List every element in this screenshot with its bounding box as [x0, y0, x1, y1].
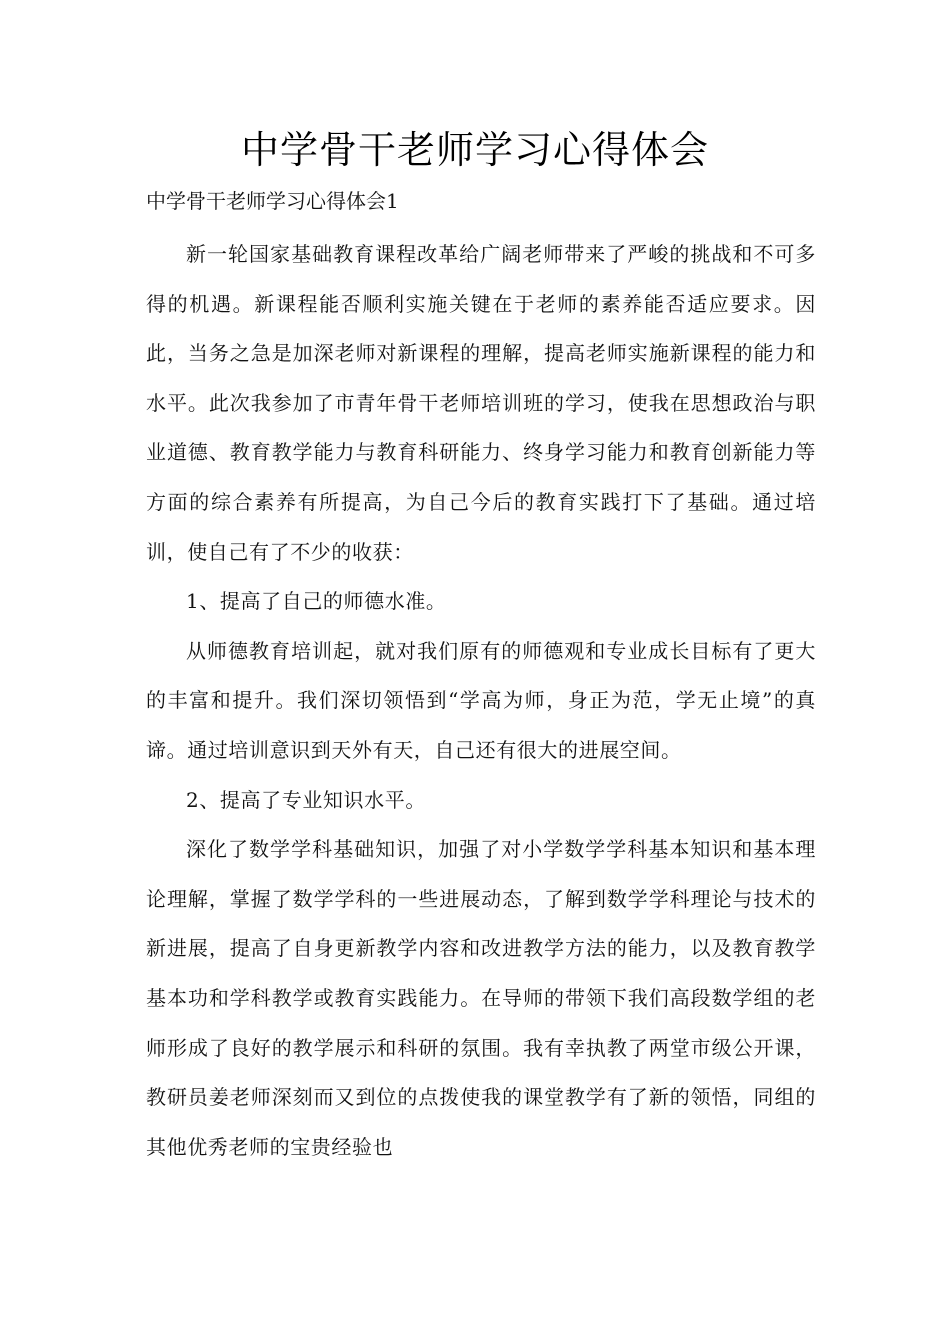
- document-title: 中学骨干老师学习心得体会: [240, 128, 709, 172]
- paragraph-ethics: 从师德教育培训起，就对我们原有的师德观和专业成长目标有了更大的丰富和提升。我们深切领悟到“学高为师，身正为范，学无止境”的真谛。通过培训意识到天外有天，自己还有很大的进展空间。: [146, 638, 816, 762]
- document-body: [146, 230, 816, 1172]
- paragraph-intro: 新一轮国家基础教育课程改革给广阔老师带来了严峻的挑战和不可多得的机遇。新课程能否顺利实施关键在于老师的素养能否适应要求。因此，当务之急是加深老师对新课程的理解，提高老师实施新课程的能力和水平。此次我参加了市青年骨干老师培训班的学习，使我在思想政治与职业道德、教育教学能力与教育科研能力、终身学习能力和教育创新能力等方面的综合素养有所提高，为自己今后的教育实践打下了基础。通过培训，使自己有了不少的收获：: [146, 242, 816, 564]
- paragraph-heading-2: 2、提高了专业知识水平。: [186, 787, 426, 812]
- paragraph-heading-1: 1、提高了自己的师德水准。: [186, 589, 447, 614]
- document-subtitle: 中学骨干老师学习心得体会1: [146, 189, 399, 213]
- paragraph-knowledge: 深化了数学学科基础知识，加强了对小学数学学科基本知识和基本理论理解，掌握了数学学科的一些进展动态，了解到数学学科理论与技术的新进展，提高了自身更新教学内容和改进教学方法的能力，以及教育教学基本功和学科教学或教育实践能力。在导师的带领下我们高段数学组的老师形成了良好的教学展示和科研的氛围。我有幸执教了两堂市级公开课，教研员姜老师深刻而又到位的点拨使我的课堂教学有了新的领悟，同组的其他优秀老师的宝贵经验也: [146, 837, 816, 1159]
